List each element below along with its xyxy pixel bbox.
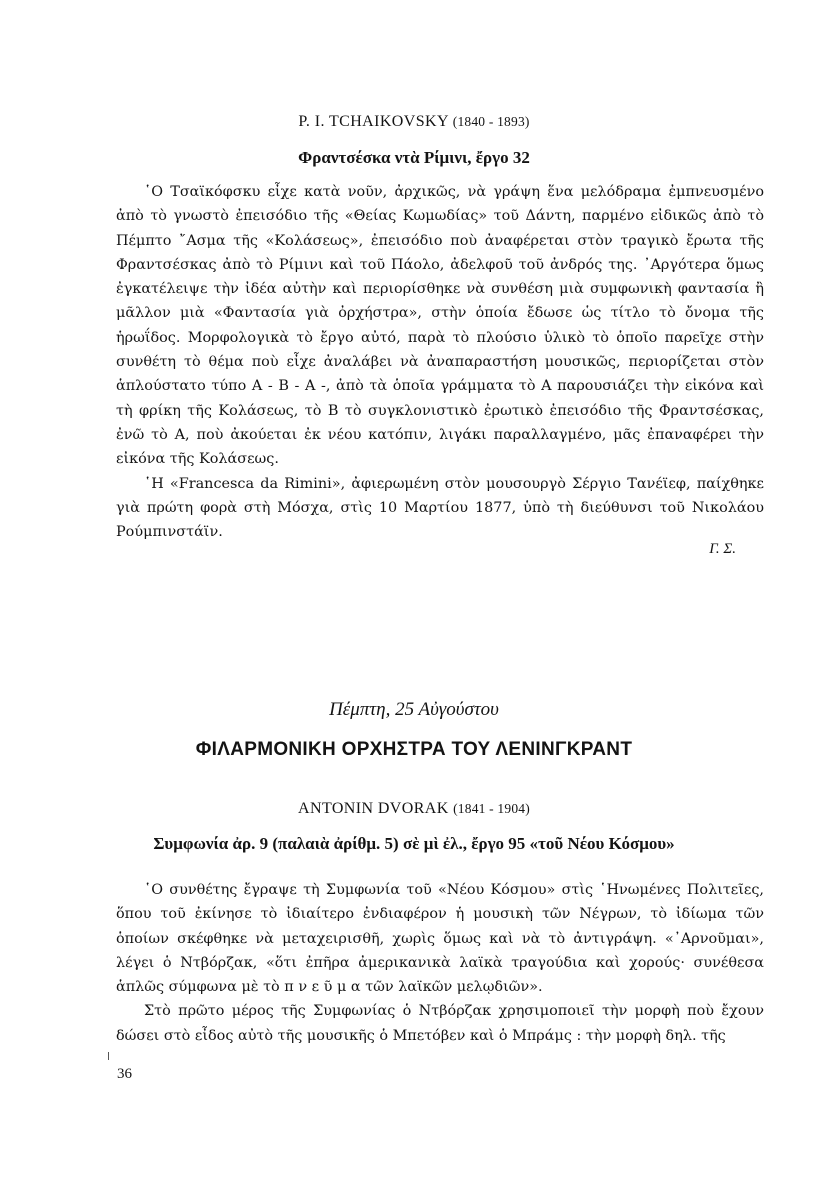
- author-initials: Γ. Σ.: [709, 541, 736, 557]
- composer-heading-1: [0, 113, 828, 131]
- composer-name: ANTONIN DVORAK: [298, 800, 449, 817]
- margin-mark: [108, 1052, 109, 1060]
- orchestra-title: ΦΙΛΑΡΜΟΝΙΚΗ ΟΡΧΗΣΤΡΑ ΤΟΥ ΛΕΝΙΝΓΚΡΑΝΤ: [195, 739, 633, 760]
- composer-name: P. I. TCHAIKOVSKY: [298, 113, 449, 130]
- composer-heading-2: [0, 800, 828, 818]
- paragraph: Στὸ πρῶτο μέρος τῆς Συμφωνίας ὁ Ντβόρζακ χρησιμοποιεῖ τὴν μορφὴ ποὺ ἔχουν δώσει στὸ εἶδος αὐτὸ τῆς μουσικῆς ὁ Μπετόβεν καὶ ὁ Μπράμς : τὴν μορφὴ δηλ. τῆς: [116, 1003, 764, 1044]
- composer-dates: (1841 - 1904): [453, 801, 530, 816]
- paragraph: ῾Ο Τσαϊκόφσκυ εἶχε κατὰ νοῦν, ἀρχικῶς, νὰ γράψη ἕνα μελόδραμα ἐμπνευσμένο ἀπὸ τὸ γνωστὸ ἐπεισόδιο τῆς «Θείας Κωμωδίας» τοῦ Δάντη, παρμένο εἰδικῶς ἀπὸ τὸ Πέμπτο ῎Ασμα τῆς «Κολάσεως», ἐπεισόδιο ποὺ ἀναφέρεται στὸν τραγικὸ ἔρωτα τῆς Φραντσέσκας ἀπὸ τὸ Ρίμινι καὶ τοῦ Πάολο, ἀδελφοῦ τοῦ ἀνδρός της. ᾿Αργότερα ὅμως ἐγκατέλειψε τὴν ἰδέα αὐτὴν καὶ περιορίσθηκε νὰ συνθέση μιὰ συμφωνικὴ φαντασία ἢ μᾶλλον μιὰ «Φαντασία γιὰ ὀρχήστρα», στὴν ὁποία ἔδωσε ὡς τίτλο τὸ ὄνομα τῆς ἡρωΐδος. Μορφολογικὰ τὸ ἔργο αὐτό, παρὰ τὸ πλούσιο ὑλικὸ τὸ ὁποῖο παρεῖχε στὴν συνθέτη τὸ θέμα ποὺ εἶχε ἀναλάβει νὰ ἀναπαραστήση μουσικῶς, περιορίζεται στὸν ἁπλούστατο τύπο Α - Β - Α -, ἀπὸ τὰ ὁποῖα γράμματα τὸ Α παρουσιάζει τὴν εἰκόνα καὶ τὴ φρίκη τῆς Κολάσεως, τὸ Β τὸ συγκλονιστικὸ ἐρωτικὸ ἐπεισόδιο τῆς Φραντσέσκας, ἐνῶ τὸ Α, ποὺ ἀκούεται ἐκ νέου κατόπιν, λιγάκι παραλλαγμένο, μᾶς ἐπαναφέρει τὴν εἰκόνα τῆς Κολάσεως.: [116, 184, 764, 468]
- concert-date: Πέμπτη, 25 Αὐγούστου: [329, 699, 499, 720]
- work-title-1: Φραντσέσκα ντὰ Ρίμινι, ἔργο 32: [298, 148, 530, 167]
- page-number: 36: [117, 1066, 132, 1082]
- paragraph: ῾Ο συνθέτης ἔγραψε τὴ Συμφωνία τοῦ «Νέου Κόσμου» στὶς ῾Ηνωμένες Πολιτεῖες, ὅπου τοῦ ἐκίνησε τὸ ἰδιαίτερο ἐνδιαφέρον ἡ μουσικὴ τῶν Νέγρων, τὸ ἰδίωμα τῶν ὁποίων σκέφθηκε νὰ μεταχειρισθῆ, χωρὶς ὅμως καὶ νὰ τὸ ἀντιγράψη. «᾿Αρνοῦμαι», λέγει ὁ Ντβόρζακ, «ὅτι ἐπῆρα ἀμερικανικὰ λαϊκὰ τραγούδια καὶ χορούς· συνέθεσα ἁπλῶς σύμφωνα μὲ τὸ π ν ε ῦ μ α τῶν λαϊκῶν μελῳδιῶν».: [116, 882, 764, 996]
- work-title-2: Συμφωνία ἀρ. 9 (παλαιὰ ἀρίθμ. 5) σὲ μὶ ἐλ., ἔργο 95 «τοῦ Νέου Κόσμου»: [153, 834, 675, 853]
- paragraph: ῾Η «Francesca da Rimini», ἀφιερωμένη στὸν μουσουργὸ Σέργιο Τανέϊεφ, παίχθηκε γιὰ πρώτη φορὰ στὴ Μόσχα, στὶς 10 Μαρτίου 1877, ὑπὸ τὴ διεύθυνσι τοῦ Νικολάου Ρούμπινστάϊν.: [116, 475, 764, 541]
- composer-dates: (1840 - 1893): [452, 114, 530, 129]
- program-note-2: [116, 878, 764, 1048]
- program-note-1: [116, 180, 764, 544]
